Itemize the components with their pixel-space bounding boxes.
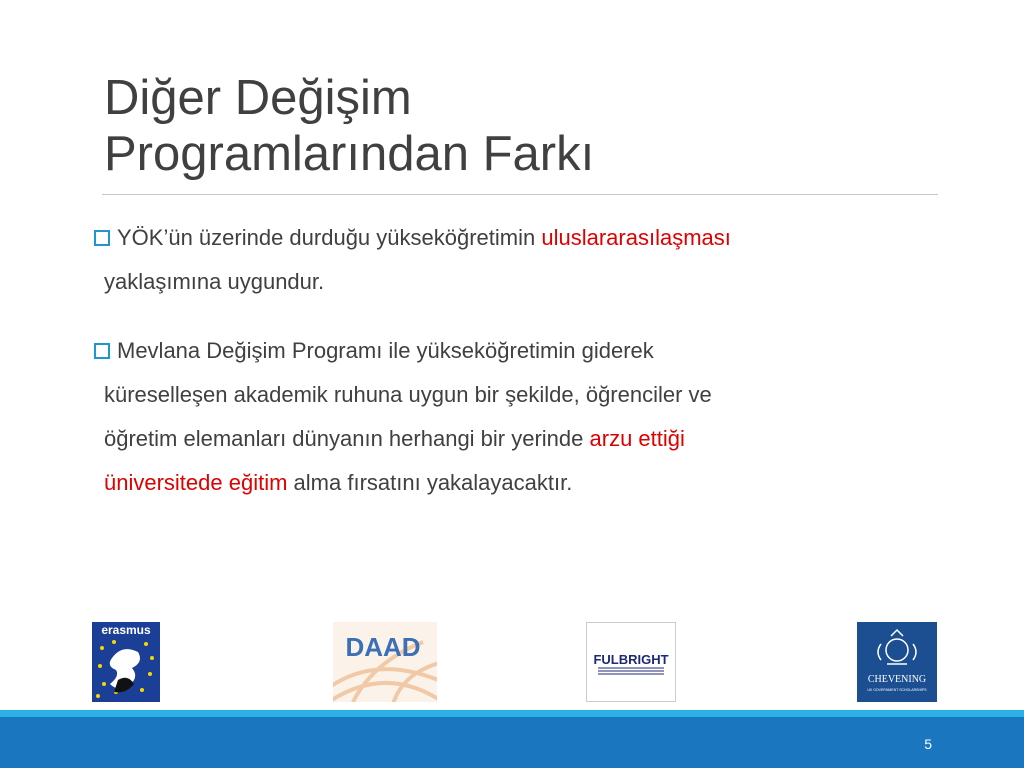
page-number: 5 — [924, 736, 932, 752]
erasmus-logo-text: erasmus — [101, 623, 151, 637]
bullet-item-2 — [94, 329, 924, 505]
title-line-2: Programlarından Farkı — [104, 127, 595, 181]
title-line-1: Diğer Değişim — [104, 71, 412, 125]
bullet-2-line-1: Mevlana Değişim Programı ile yükseköğretimin giderek — [117, 338, 654, 363]
bullet-1-highlight: uluslararasılaşması — [541, 225, 731, 250]
checkbox-bullet-icon — [94, 343, 110, 359]
chevening-logo-subtext: UK GOVERNMENT SCHOLARSHIPS — [867, 688, 927, 692]
bullet-item-1 — [94, 216, 924, 304]
bullet-1-line-2: yaklaşımına uygundur. — [104, 269, 325, 294]
bullet-2-line-3: öğretim elemanları dünyanın herhangi bir yerinde — [104, 426, 590, 451]
checkbox-bullet-icon — [94, 230, 110, 246]
bullet-2-highlight-b: üniversitede eğitim — [104, 470, 288, 495]
chevening-logo-text: CHEVENING — [867, 674, 927, 685]
bullet-2-line-2: küreselleşen akademik ruhuna uygun bir şekilde, öğrenciler ve — [104, 382, 712, 407]
chevening-logo — [857, 622, 937, 702]
bullet-2-highlight-a: arzu ettiği — [589, 426, 685, 451]
daad-logo-text: DAAD — [345, 632, 421, 662]
daad-logo — [333, 622, 437, 702]
footer-bar — [0, 717, 1024, 768]
bullet-1-text: YÖK’ün üzerinde durduğu yükseköğretimin — [117, 225, 542, 250]
fulbright-logo-text: FULBRIGHT — [593, 652, 669, 667]
fulbright-logo — [586, 622, 676, 702]
footer-stripe — [0, 710, 1024, 717]
bullet-2-line-4: alma fırsatını yakalayacaktır. — [287, 470, 573, 495]
slide-title — [104, 70, 904, 182]
erasmus-logo — [92, 622, 160, 702]
title-divider — [102, 194, 938, 195]
